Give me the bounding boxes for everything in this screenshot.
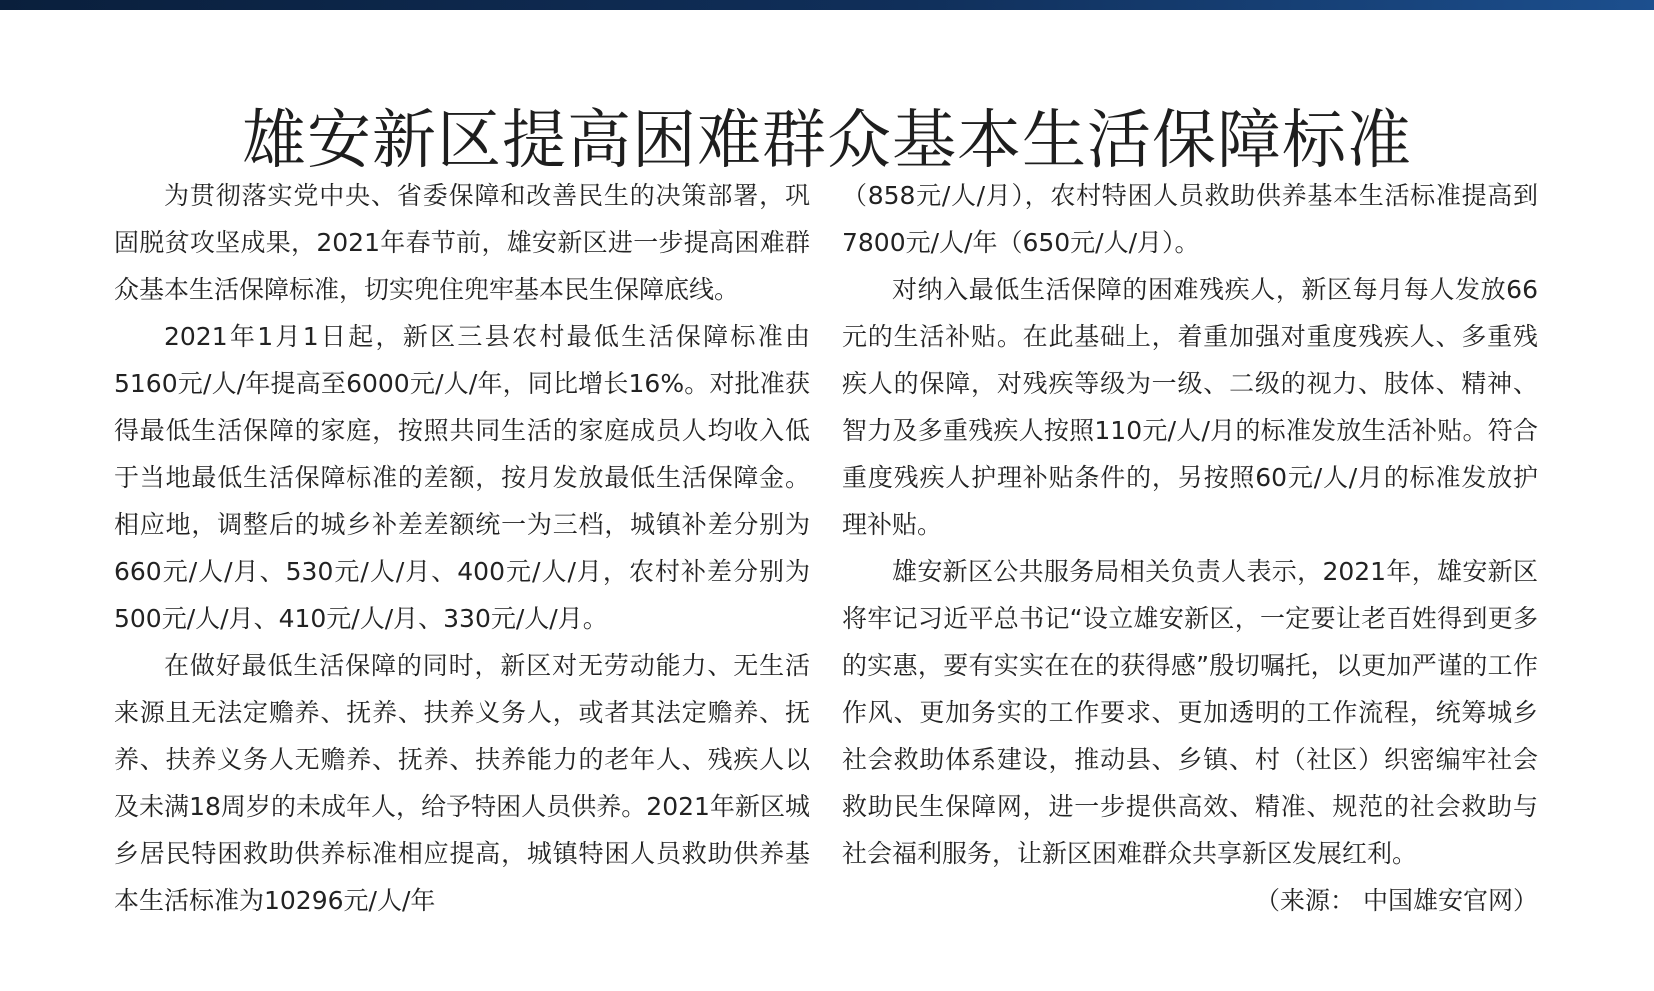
article-column-left (114, 172, 810, 924)
top-decorative-bar (0, 0, 1654, 10)
article-title: 雄安新区提高困难群众基本生活保障标准 (242, 103, 1412, 178)
article-column-right (842, 172, 1538, 924)
paragraph-2: 2021年1月1日起，新区三县农村最低生活保障标准由5160元/人/年提高至6000元/人/年，同比增长16%。对批准获得最低生活保障的家庭，按照共同生活的家庭成员人均收入低于当地最低生活保障标准的差额，按月发放最低生活保障金。相应地，调整后的城乡补差差额统一为三档，城镇补差分别为660元/人/月、530元/人/月、400元/人/月，农村补差分别为500元/人/月、410元/人/月、330元/人/月。 (114, 322, 810, 633)
article-source: （来源： 中国雄安官网） (1255, 886, 1538, 915)
paragraph-3-continuation: （858元/人/月），农村特困人员救助供养基本生活标准提高到7800元/人/年（650元/人/月）。 (842, 181, 1538, 257)
paragraph-5: 雄安新区公共服务局相关负责人表示，2021年，雄安新区将牢记习近平总书记“设立雄安新区，一定要让老百姓得到更多的实惠，要有实实在在的获得感”殷切嘱托，以更加严谨的工作作风、更加务实的工作要求、更加透明的工作流程，统筹城乡社会救助体系建设，推动县、乡镇、村（社区）织密编牢社会救助民生保障网，进一步提供高效、精准、规范的社会救助与社会福利服务，让新区困难群众共享新区发展红利。 (842, 557, 1538, 868)
paragraph-1: 为贯彻落实党中央、省委保障和改善民生的决策部署，巩固脱贫攻坚成果，2021年春节前，雄安新区进一步提高困难群众基本生活保障标准，切实兜住兜牢基本民生保障底线。 (114, 181, 810, 304)
paragraph-4: 对纳入最低生活保障的困难残疾人，新区每月每人发放66元的生活补贴。在此基础上，着重加强对重度残疾人、多重残疾人的保障，对残疾等级为一级、二级的视力、肢体、精神、智力及多重残疾人按照110元/人/月的标准发放生活补贴。符合重度残疾人护理补贴条件的，另按照60元/人/月的标准发放护理补贴。 (842, 275, 1538, 539)
paragraph-3: 在做好最低生活保障的同时，新区对无劳动能力、无生活来源且无法定赡养、抚养、扶养义务人，或者其法定赡养、抚养、扶养义务人无赡养、抚养、扶养能力的老年人、残疾人以及未满18周岁的未成年人，给予特困人员供养。2021年新区城乡居民特困救助供养标准相应提高，城镇特困人员救助供养基本生活标准为10296元/人/年 (114, 651, 810, 915)
